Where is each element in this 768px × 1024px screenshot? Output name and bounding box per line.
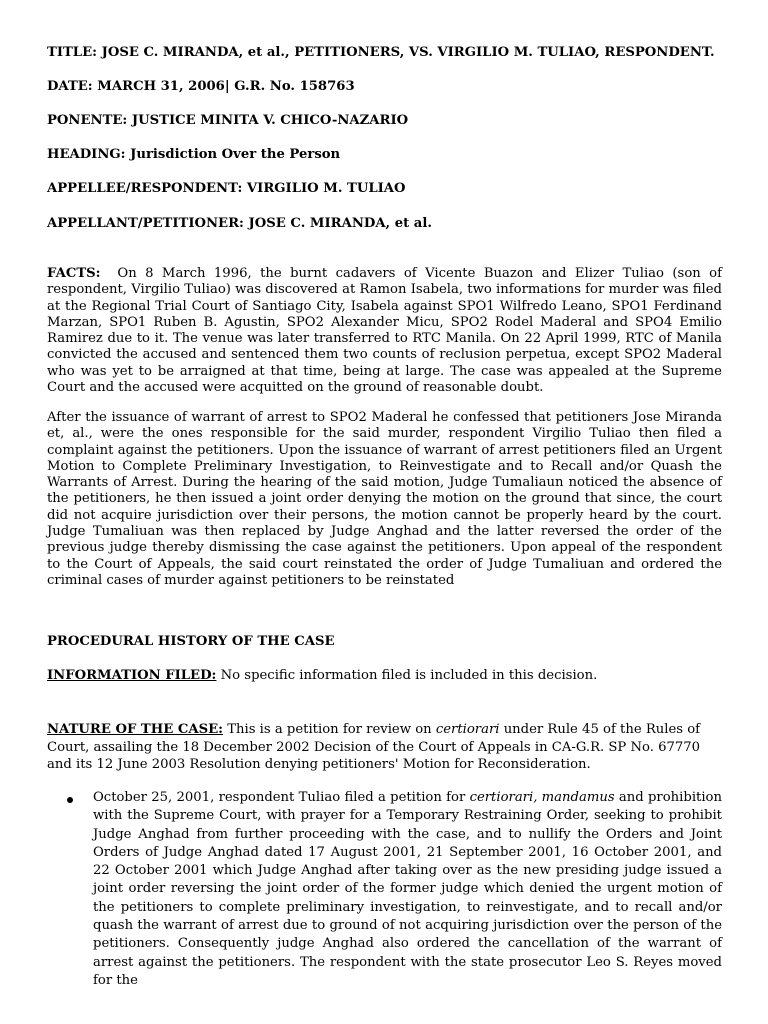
date-label: DATE: bbox=[47, 79, 93, 94]
heading-value: Jurisdiction Over the Person bbox=[130, 147, 341, 162]
facts-text: On 8 March 1996, the burnt cadavers of Vicente Buazon and Elizer Tuliao (son of respondent, Virgilio Tuliao) was discovered at Ramon Isabela, two informations for murder was filed at the Regional Trial Court of Santiago City, Isabela against SPO1 Wilfredo Leano, SPO1 Ferdinand Marzan, SPO1 Ruben B. Agustin, SPO2 Alexander Micu, SPO2 Rodel Maderal and SPO4 Emilio Ramirez due to it. The venue was later transferred to RTC Manila. On 22 April 1999, RTC of Manila convicted the accused and sentenced them two counts of reclusion perpetua, except SPO2 Maderal who was yet to be arraigned at that time, being at large. The case was appealed at the Supreme Court and the accused were acquitted on the ground of reasonable doubt. bbox=[47, 266, 723, 396]
ponente-line bbox=[47, 112, 408, 130]
nature-text-a: This is a petition for review on bbox=[227, 722, 432, 737]
nature-text-b: under Rule 45 of the Rules of Court, assailing the 18 December 2002 Decision of the Court of Appeals in CA-G.R. SP No. 67770 and its 12 June 2003 Resolution denying petitioners' Motion for Reconsideration. bbox=[47, 722, 701, 772]
nature-of-case bbox=[47, 721, 722, 774]
procedural-history-heading: PROCEDURAL HISTORY OF THE CASE bbox=[47, 634, 335, 649]
appellee-value: VIRGILIO M. TULIAO bbox=[246, 181, 406, 196]
ponente-label: PONENTE: bbox=[47, 113, 128, 128]
facts-paragraph-2 bbox=[47, 410, 722, 589]
date-line bbox=[47, 78, 355, 96]
heading-line bbox=[47, 146, 340, 164]
case-date: MARCH 31, 2006| G.R. No. 158763 bbox=[97, 79, 355, 94]
bullet-text-b: and prohibition with the Supreme Court, with prayer for a Temporary Restraining Order, seeking to prohibit Judge Anghad from further proceeding with the case, and to nullify the Orders and Joint Orders of Judge Anghad dated 17 August 2001, 21 September 2001, 16 October 2001, and 22 October 2001 which Judge Anghad after taking over as the new presiding judge issued a joint order reversing the joint order of the former judge which denied the urgent motion of the petitioners to complete preliminary investigation, to reinvestigate, and to recall and/or quash the warrant of arrest due to ground of not acquiring jurisdiction over the person of the petitioners. Consequently judge Anghad also ordered the cancellation of the warrant of arrest against the petitioners. The respondent with the state prosecutor Leo S. Reyes moved for the bbox=[93, 790, 722, 988]
nature-label: NATURE OF THE CASE: bbox=[47, 722, 224, 737]
case-title: JOSE C. MIRANDA, et al., PETITIONERS, VS. VIRGILIO M. TULIAO, RESPONDENT. bbox=[101, 45, 715, 60]
facts-text-2: After the issuance of warrant of arrest to SPO2 Maderal he confessed that petitioners Jose Miranda et, al., were the ones responsible for the said murder, respondent Virgilio Tuliao then filed a complaint against the petitioners. Upon the issuance of warrant of arrest petitioners filed an Urgent Motion to Complete Preliminary Investigation, to Reinvestigate and to Recall and/or Quash the Warrants of Arrest. During the hearing of the said motion, Judge Tumaliaun noticed the absence of the petitioners, he then issued a joint order denying the motion on the ground that since, the court did not acquire jurisdiction over their persons, the motion cannot be properly heard by the court. Judge Tumaliuan was then replaced by Judge Anghad and the latter reversed the order of the previous judge thereby dismissing the case against the petitioners. Upon appeal of the respondent to the Court of Appeals, the said court reinstated the order of Judge Tumaliuan and ordered the criminal cases of murder against petitioners to be reinstated bbox=[47, 410, 722, 588]
title-label: TITLE: bbox=[47, 45, 97, 60]
facts-label: FACTS: bbox=[47, 266, 101, 281]
information-filed-text: No specific information filed is included in this decision. bbox=[220, 668, 598, 683]
appellant-line bbox=[47, 215, 432, 233]
appellant-label: APPELLANT/PETITIONER: bbox=[47, 216, 244, 231]
appellee-label: APPELLEE/RESPONDENT: bbox=[47, 181, 243, 196]
bullet-text-italic: certiorari, mandamus bbox=[469, 790, 615, 805]
bullet-text-a: October 25, 2001, respondent Tuliao filed a petition for bbox=[93, 790, 466, 805]
bullet-icon bbox=[67, 797, 73, 803]
appellant-value: JOSE C. MIRANDA, et al. bbox=[248, 216, 432, 231]
appellee-line bbox=[47, 180, 406, 198]
title-line bbox=[47, 44, 715, 62]
list-item bbox=[93, 789, 722, 990]
ponente-value: JUSTICE MINITA V. CHICO-NAZARIO bbox=[131, 113, 409, 128]
facts-paragraph bbox=[47, 266, 722, 396]
information-filed bbox=[47, 667, 722, 685]
information-filed-label: INFORMATION FILED: bbox=[47, 668, 217, 683]
heading-label: HEADING: bbox=[47, 147, 126, 162]
nature-text-italic: certiorari bbox=[435, 722, 500, 737]
